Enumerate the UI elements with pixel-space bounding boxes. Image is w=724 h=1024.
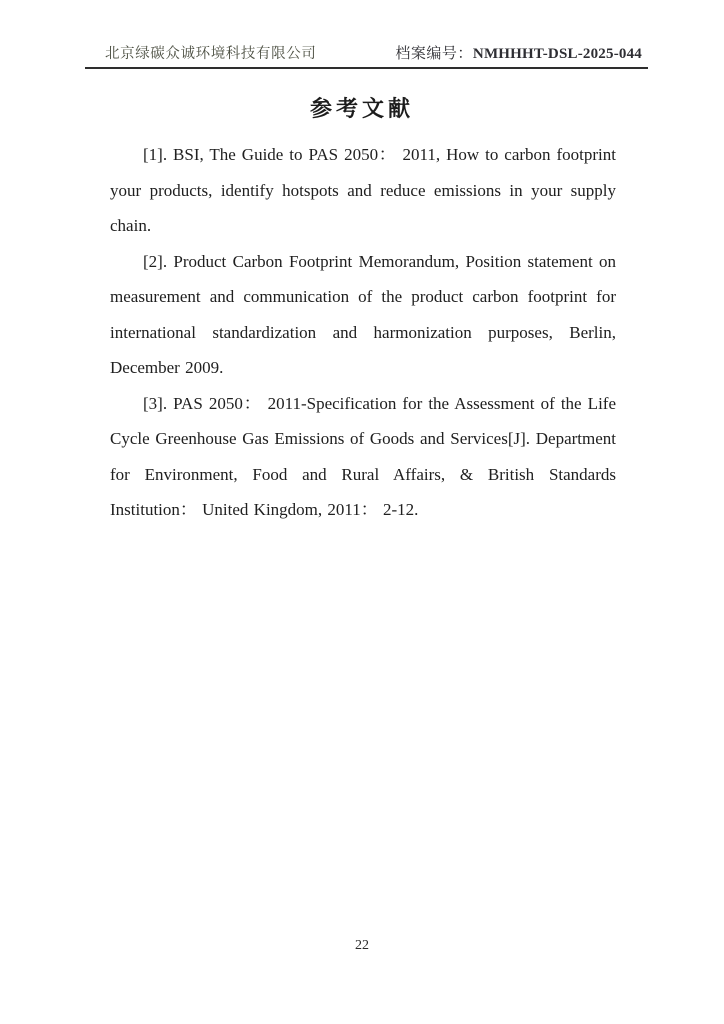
page-footer xyxy=(0,938,724,954)
doc-number-label: 档案编号： xyxy=(395,46,473,62)
header-company-name: 北京绿碳众诚环境科技有限公司 xyxy=(105,46,317,62)
doc-number-value: NMHHHT-DSL-2025-044 xyxy=(472,46,642,62)
reference-item-3: [3]. PAS 2050： 2011-Specification for the Assessment of the Life Cycle Greenhouse Gas Emissions of Goods and Services[J]. Department for Environment, Food and Rural Affairs, & British Standards Institution： United Kingdom, 2011： 2-12. xyxy=(110,393,616,519)
page-title: 参考文献 xyxy=(309,96,414,121)
page-header xyxy=(85,42,648,69)
references-section xyxy=(110,137,616,528)
header-doc-number xyxy=(395,42,648,63)
reference-item-1: [1]. BSI, The Guide to PAS 2050： 2011, How to carbon footprint your products, identify hotspots and reduce emissions in your supply chain. xyxy=(110,145,616,235)
reference-item-2: [2]. Product Carbon Footprint Memorandum, Position statement on measurement and communication of the product carbon footprint for international standardization and harmonization purposes, Berlin, December 2009. xyxy=(110,251,616,377)
page-number: 22 xyxy=(355,938,369,953)
